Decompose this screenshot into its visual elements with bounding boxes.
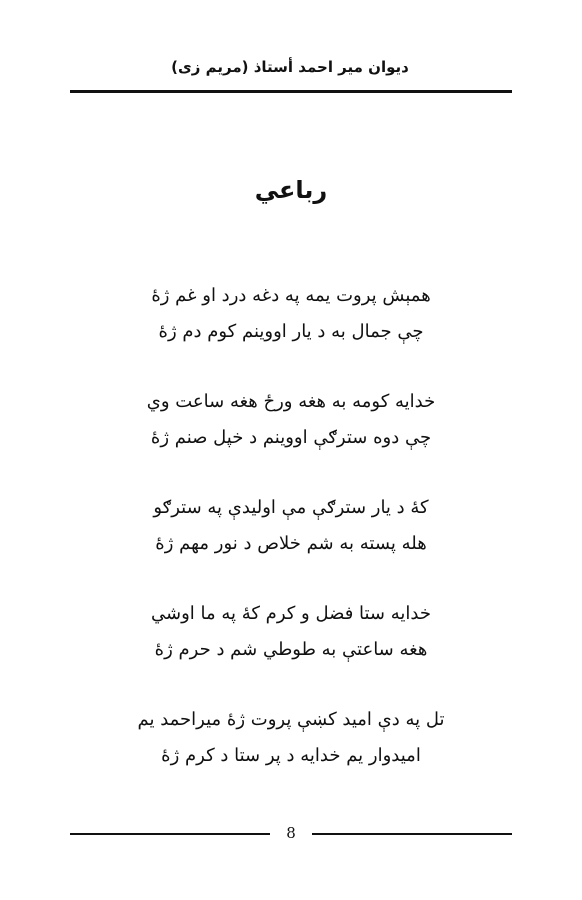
stanza <box>0 384 582 490</box>
header-rule <box>70 90 512 93</box>
verse-line: خدايه ستا فضل و کرم کۀ په ما اوشي <box>151 603 431 624</box>
page-number: 8 <box>286 824 296 842</box>
footer-rule-left <box>70 833 270 835</box>
verse-line: خدايه کومه به هغه ورځ هغه ساعت وي <box>146 391 436 412</box>
poem <box>0 278 582 808</box>
verse-line: چې جمال به د يار اووينم کوم دم ژۀ <box>158 321 424 342</box>
verse-line: کۀ د يار سترګې مې اوليدې په سترګو <box>153 497 429 518</box>
verse-line: اميدوار يم خدايه د پر ستا د کرم ژۀ <box>161 745 421 766</box>
stanza <box>0 490 582 596</box>
verse-line: هغه ساعتې به طوطي شم د حرم ژۀ <box>154 639 428 660</box>
verse-line: چې دوه سترګې اووينم د خپل صنم ژۀ <box>150 427 432 448</box>
stanza <box>0 278 582 384</box>
verse-line: همېش پروت يمه په دغه درد او غم ژۀ <box>151 285 431 306</box>
stanza <box>0 702 582 808</box>
running-header: ديوان مير احمد أستاذ (مريم زی) <box>171 58 409 76</box>
verse-line: تل په دې اميد کښې پروت ژۀ ميراحمد يم <box>137 709 445 730</box>
stanza <box>0 596 582 702</box>
footer-rule-right <box>312 833 512 835</box>
verse-line: هله پسته به شم خلاص د نور مهم ژۀ <box>155 533 427 554</box>
section-title: رباعي <box>254 176 328 204</box>
